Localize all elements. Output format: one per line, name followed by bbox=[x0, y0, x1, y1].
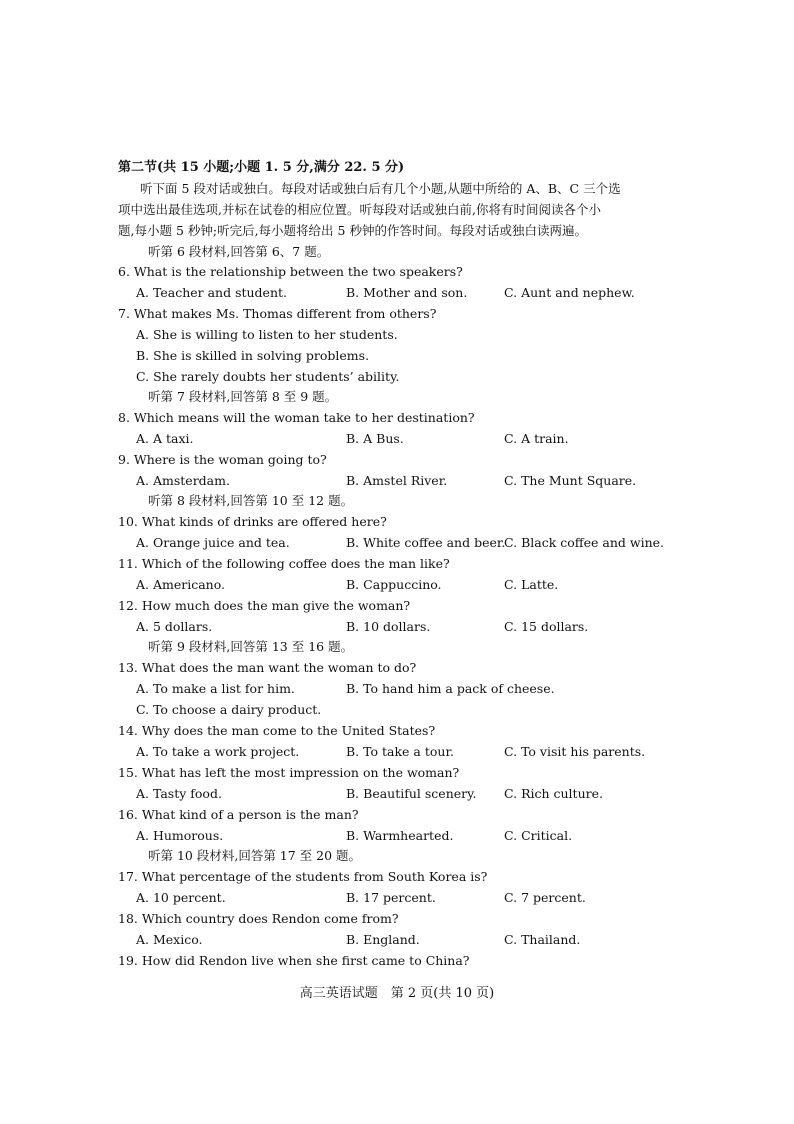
q7-option-b: B. She is skilled in solving problems. bbox=[136, 348, 370, 363]
q14-option-c: C. To visit his parents. bbox=[504, 744, 646, 759]
question-7: 7. What makes Ms. Thomas different from others? bbox=[118, 306, 437, 321]
question-13: 13. What does the man want the woman to do? bbox=[118, 660, 417, 675]
intro-line-3: 题,每小题 5 秒钟;听完后,每小题将给出 5 秒钟的作答时间。每段对话或独白读两遍。 bbox=[118, 223, 587, 238]
q13-option-c: C. To choose a dairy product. bbox=[136, 702, 322, 717]
question-9: 9. Where is the woman going to? bbox=[118, 452, 327, 467]
q16-option-b: B. Warmhearted. bbox=[346, 828, 454, 843]
question-6: 6. What is the relationship between the two speakers? bbox=[118, 264, 463, 279]
q6-option-a: A. Teacher and student. bbox=[136, 285, 288, 300]
q17-option-a: A. 10 percent. bbox=[136, 890, 226, 905]
q15-option-b: B. Beautiful scenery. bbox=[346, 786, 477, 801]
q11-option-b: B. Cappuccino. bbox=[346, 577, 442, 592]
question-15: 15. What has left the most impression on the woman? bbox=[118, 765, 460, 780]
question-10: 10. What kinds of drinks are offered here? bbox=[118, 514, 387, 529]
section-header: 第二节(共 15 小题;小题 1. 5 分,满分 22. 5 分) bbox=[118, 160, 405, 175]
q12-option-a: A. 5 dollars. bbox=[136, 619, 213, 634]
q12-option-b: B. 10 dollars. bbox=[346, 619, 431, 634]
q15-option-c: C. Rich culture. bbox=[504, 786, 603, 801]
question-19: 19. How did Rendon live when she first came to China? bbox=[118, 953, 470, 968]
q7-option-a: A. She is willing to listen to her students. bbox=[136, 327, 398, 342]
q8-option-b: B. A Bus. bbox=[346, 431, 404, 446]
q9-option-c: C. The Munt Square. bbox=[504, 473, 637, 488]
q17-option-b: B. 17 percent. bbox=[346, 890, 436, 905]
q18-option-c: C. Thailand. bbox=[504, 932, 581, 947]
question-17: 17. What percentage of the students from South Korea is? bbox=[118, 869, 488, 884]
question-16: 16. What kind of a person is the man? bbox=[118, 807, 359, 822]
page-footer: 高三英语试题 第 2 页(共 10 页) bbox=[299, 986, 495, 1001]
q14-option-b: B. To take a tour. bbox=[346, 744, 455, 759]
q8-option-a: A. A taxi. bbox=[136, 431, 194, 446]
q15-option-a: A. Tasty food. bbox=[136, 786, 222, 801]
q11-option-c: C. Latte. bbox=[504, 577, 559, 592]
q17-option-c: C. 7 percent. bbox=[504, 890, 586, 905]
q10-option-c: C. Black coffee and wine. bbox=[504, 535, 665, 550]
q18-option-a: A. Mexico. bbox=[136, 932, 203, 947]
question-12: 12. How much does the man give the woman? bbox=[118, 598, 411, 613]
q7-option-c: C. She rarely doubts her students’ ability. bbox=[136, 369, 400, 384]
q12-option-c: C. 15 dollars. bbox=[504, 619, 589, 634]
q13-option-a: A. To make a list for him. bbox=[136, 681, 295, 696]
q16-option-a: A. Humorous. bbox=[136, 828, 224, 843]
question-8: 8. Which means will the woman take to her destination? bbox=[118, 410, 475, 425]
q6-option-c: C. Aunt and nephew. bbox=[504, 285, 635, 300]
q14-option-a: A. To take a work project. bbox=[136, 744, 300, 759]
question-18: 18. Which country does Rendon come from? bbox=[118, 911, 399, 926]
question-14: 14. Why does the man come to the United States? bbox=[118, 723, 436, 738]
q9-option-b: B. Amstel River. bbox=[346, 473, 448, 488]
intro-line-1: 听下面 5 段对话或独白。每段对话或独白后有几个小题,从题中所给的 A、B、C 三个选 bbox=[140, 181, 621, 196]
material-instruction-6: 听第 6 段材料,回答第 6、7 题。 bbox=[148, 244, 330, 259]
q6-option-b: B. Mother and son. bbox=[346, 285, 468, 300]
q10-option-b: B. White coffee and beer. bbox=[346, 535, 506, 550]
q8-option-c: C. A train. bbox=[504, 431, 569, 446]
material-instruction-9: 听第 9 段材料,回答第 13 至 16 题。 bbox=[148, 639, 354, 654]
material-instruction-10: 听第 10 段材料,回答第 17 至 20 题。 bbox=[148, 848, 362, 863]
q10-option-a: A. Orange juice and tea. bbox=[136, 535, 290, 550]
material-instruction-8: 听第 8 段材料,回答第 10 至 12 题。 bbox=[148, 493, 354, 508]
material-instruction-7: 听第 7 段材料,回答第 8 至 9 题。 bbox=[148, 389, 338, 404]
q11-option-a: A. Americano. bbox=[136, 577, 226, 592]
intro-line-2: 项中选出最佳选项,并标在试卷的相应位置。听每段对话或独白前,你将有时间阅读各个小 bbox=[118, 202, 601, 217]
question-11: 11. Which of the following coffee does the man like? bbox=[118, 556, 450, 571]
q9-option-a: A. Amsterdam. bbox=[136, 473, 230, 488]
q18-option-b: B. England. bbox=[346, 932, 420, 947]
q13-option-b: B. To hand him a pack of cheese. bbox=[346, 681, 555, 696]
q16-option-c: C. Critical. bbox=[504, 828, 573, 843]
